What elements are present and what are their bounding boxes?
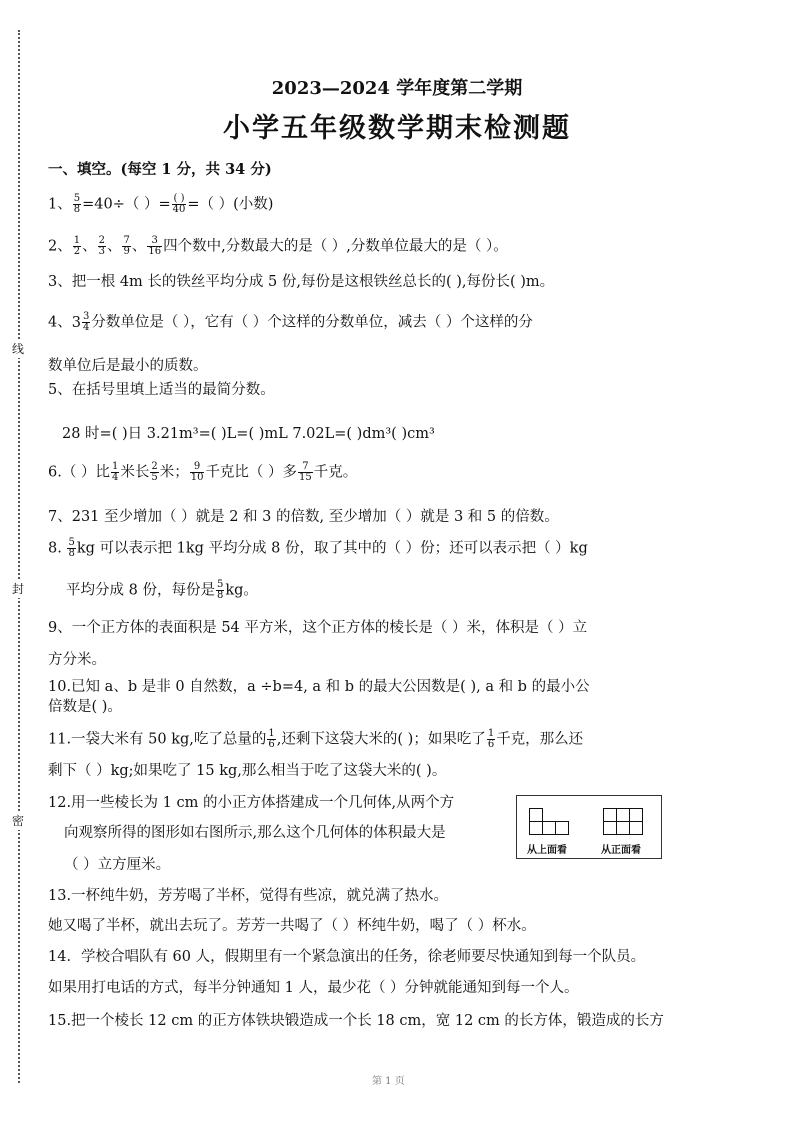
front-view-caption: 从正面看 [601, 845, 641, 856]
question-14: 14．学校合唱队有 60 人，假期里有一个紧急演出的任务，徐老师要尽快通知到每一个队员。 [48, 949, 646, 965]
question-6: 6.（ ）比 $\frac{1}{4}$ 米长 $\frac{2}{5}$ 米； $\frac{9}{10}$ 千克比（ ）多 $\frac{7}{15}$ 千克。 [48, 461, 358, 483]
binding-label-line: 线 [12, 342, 25, 356]
question-1: 1、 $\frac{5}{8}$ =40÷（ ）= $\frac{( )}{40}$ =（ ）(小数) [48, 193, 274, 215]
question-14-line2: 如果用打电话的方式，每半分钟通知 1 人，最少花（ ）分钟就能通知到每一个人。 [48, 980, 579, 996]
top-view-caption: 从上面看 [527, 845, 567, 856]
question-5: 5、在括号里填上适当的最简分数。 [48, 382, 275, 398]
question-12-line2: 向观察所得的图形如右图所示,那么这个几何体的体积最大是 [64, 825, 446, 841]
top-view-cube [529, 821, 543, 835]
front-view-cube [629, 821, 643, 835]
question-8: 8. $\frac{5}{8}$ kg 可以表示把 1kg 平均分成 8 份，取了其中的（ ）份；还可以表示把（ ）kg [48, 537, 588, 559]
exam-title: 小学五年级数学期末检测题 [223, 113, 571, 144]
question-12: 12.用一些棱长为 1 cm 的小正方体搭建成一个几何体,从两个方 [48, 795, 455, 811]
front-view-cube [629, 808, 643, 822]
question-4: 4、 3 $\frac{3}{4}$ 分数单位是（ ），它有（ ）个这样的分数单位，减去（ ）个这样的分 [48, 311, 533, 333]
question-11-line2: 剩下（ ）kg;如果吃了 15 kg,那么相当于吃了这袋大米的( )。 [48, 763, 447, 779]
front-view-cube [616, 808, 630, 822]
question-4-line2: 数单位后是最小的质数。 [48, 358, 208, 374]
front-view-cube [603, 808, 617, 822]
section-heading: 一、填空。(每空 1 分，共 34 分) [48, 161, 272, 178]
question-11: 11.一袋大米有 50 kg,吃了总量的 $\frac{1}{6}$ ,还剩下这袋大米的( )；如果吃了 $\frac{1}{6}$ 千克，那么还 [48, 728, 584, 750]
binding-label-seal: 封 [12, 582, 25, 596]
question-8-line2: 平均分成 8 份，每份是 $\frac{5}{8}$ kg。 [66, 579, 258, 601]
question-9-line2: 方分米。 [48, 652, 106, 668]
top-view-cube [555, 821, 569, 835]
binding-label-secret: 密 [12, 814, 25, 828]
question-13-line2: 她又喝了半杯，就出去玩了。芳芳一共喝了（ ）杯纯牛奶，喝了（ ）杯水。 [48, 918, 536, 934]
question-2: 2、 $\frac{1}{2}$ 、 $\frac{2}{3}$ 、 $\frac{7}{9}$ 、 $\frac{3}{16}$ 四个数中,分数最大的是（ ）,分数单位最大的是（ ）。 [48, 235, 508, 257]
question-5-line2: 28 时=( )日 3.21m³=( )L=( )mL 7.02L=( )dm³( )cm³ [62, 426, 435, 442]
front-view-cube [603, 821, 617, 835]
question-3: 3、把一根 4m 长的铁丝平均分成 5 份,每份是这根铁丝总长的( ),每份长( )m。 [48, 274, 555, 290]
top-view-cube [542, 821, 556, 835]
question-7: 7、231 至少增加（ ）就是 2 和 3 的倍数, 至少增加（ ）就是 3 和 5 的倍数。 [48, 509, 559, 525]
view-figure [516, 795, 662, 859]
question-9: 9、一个正方体的表面积是 54 平方米，这个正方体的棱长是（ ）米，体积是（ ）立 [48, 620, 588, 636]
question-15: 15.把一个棱长 12 cm 的正方体铁块锻造成一个长 18 cm，宽 12 cm 的长方体，锻造成的长方 [48, 1013, 664, 1029]
top-view-cube [529, 808, 543, 822]
question-10-line2: 倍数是( )。 [48, 699, 122, 715]
question-10: 10.已知 a、b 是非 0 自然数，a ÷b=4, a 和 b 的最大公因数是( ), a 和 b 的最小公 [48, 679, 590, 695]
page-footer: 第 1 页 [372, 1076, 405, 1087]
binding-line [18, 30, 20, 1083]
front-view-cube [616, 821, 630, 835]
question-13: 13.一杯纯牛奶，芳芳喝了半杯，觉得有些凉，就兑满了热水。 [48, 888, 449, 904]
term-title: 2023—2024 学年度第二学期 [271, 78, 523, 99]
question-12-line3: （ ）立方厘米。 [64, 857, 171, 873]
